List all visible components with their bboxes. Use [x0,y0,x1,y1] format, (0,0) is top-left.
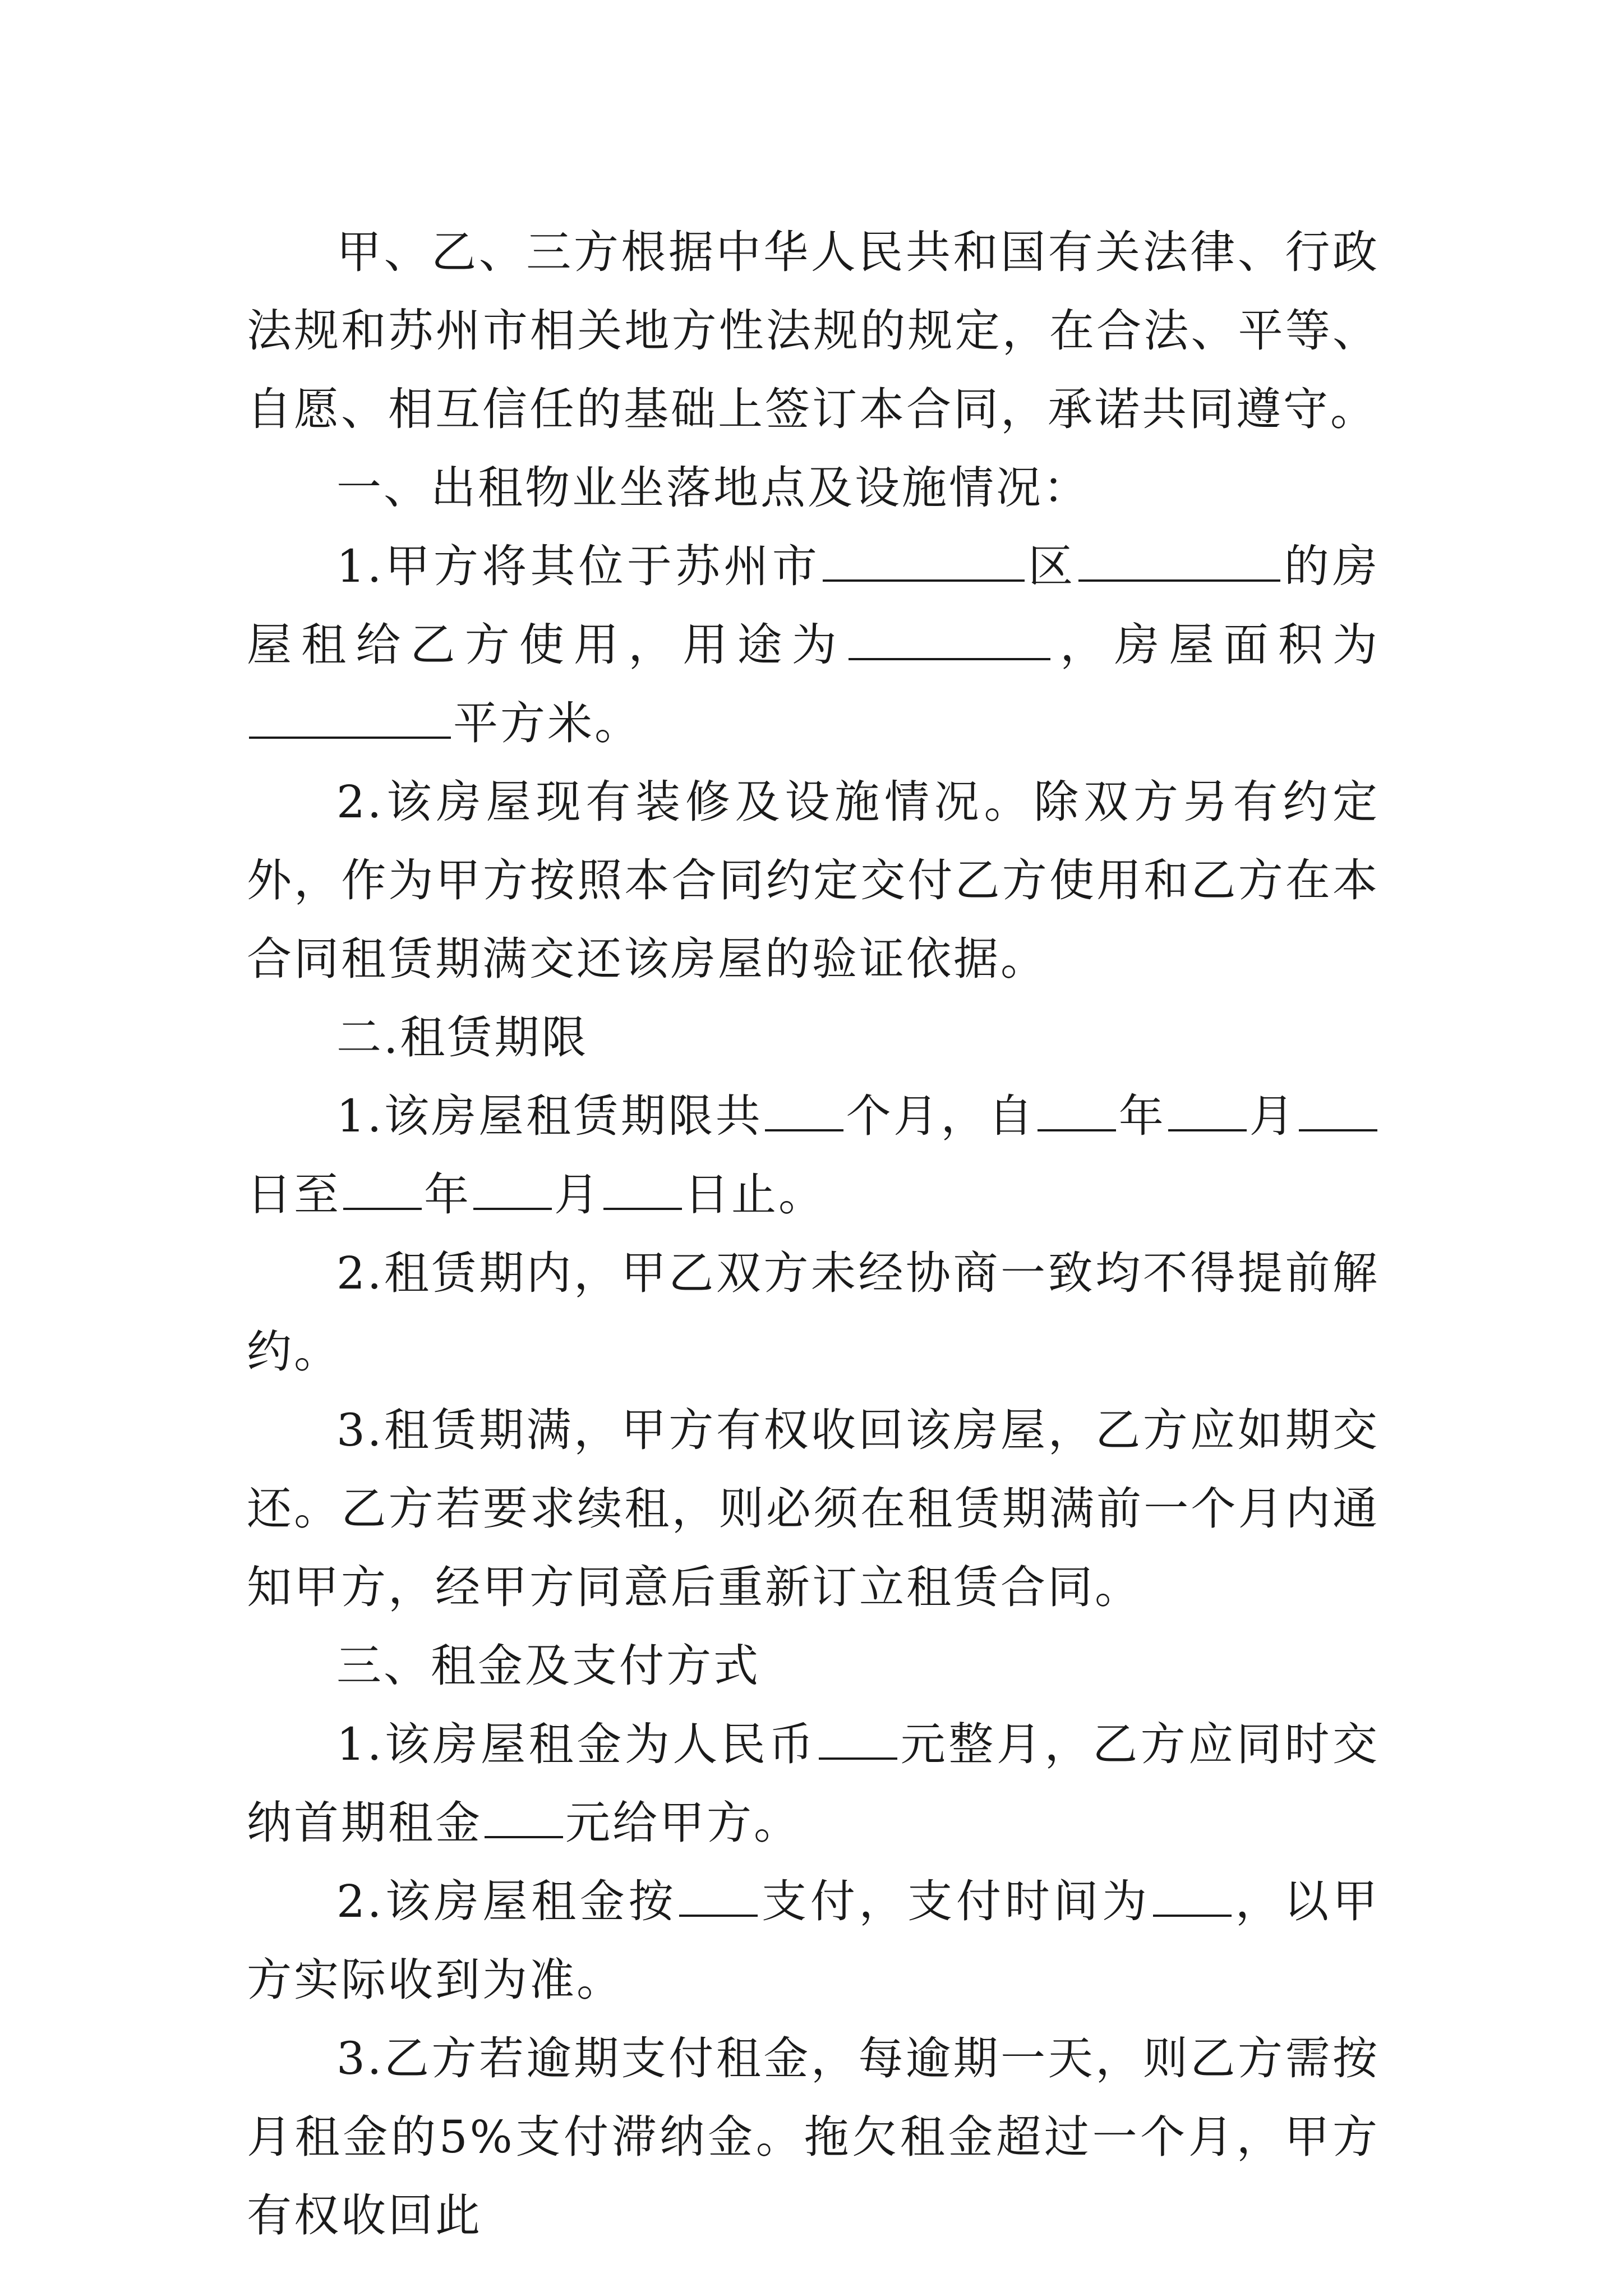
blank-start-year[interactable] [1038,1096,1116,1131]
section-2-item-2: 2.租赁期内，甲乙双方未经协商一致均不得提前解约。 [247,1247,1380,1378]
text-fragment: 区 [1026,540,1077,592]
blank-rent-amount[interactable] [819,1724,897,1760]
intro-paragraph: 甲、乙、三方根据中华人民共和国有关法律、行政法规和苏州市相关地方性法规的规定，在合法、平等、自愿、相互信任的基础上签订本合同，承诺共同遵守。 [247,226,1380,435]
text-fragment: 1.甲方将其位于苏州市 [336,540,820,592]
section-3-heading: 三、租金及支付方式 [336,1640,760,1692]
blank-first-rent[interactable] [485,1802,563,1838]
blank-payment-method[interactable] [679,1881,758,1917]
section-3-item-3: 3.乙方若逾期支付租金，每逾期一天，则乙方需按月租金的5%支付滞纳金。拖欠租金超过一个月，甲方有权收回此 [247,2032,1380,2242]
blank-address[interactable] [1078,546,1280,582]
blank-payment-time[interactable] [1153,1881,1232,1917]
blank-area[interactable] [249,703,451,739]
text-fragment: 支付，支付时间为 [760,1875,1151,1927]
section-2-heading: 二.租赁期限 [336,1011,589,1064]
contract-document [247,213,1380,2255]
blank-end-year[interactable] [343,1174,422,1210]
section-1-heading: 一、出租物业坐落地点及设施情况： [336,462,1090,514]
text-fragment: 1.该房屋租金为人民币 [336,1718,817,1770]
text-fragment: 日止。 [684,1168,826,1221]
text-fragment: 日至 [247,1168,341,1221]
blank-months[interactable] [765,1096,843,1131]
text-fragment: 年 [424,1168,471,1221]
blank-start-month[interactable] [1168,1096,1247,1131]
blank-start-day[interactable] [1299,1096,1377,1131]
section-1-item-2: 2.该房屋现有装修及设施情况。除双方另有约定外，作为甲方按照本合同约定交付乙方使用和乙方在本合同租赁期满交还该房屋的验证依据。 [247,776,1380,985]
text-fragment: 月 [1249,1090,1297,1142]
text-fragment: ，房屋面积为 [1052,619,1380,671]
text-fragment: ，以甲方实际收到为准。 [247,1875,1380,2006]
section-1-item-1 [247,527,1380,763]
text-fragment: 个月，自 [846,1090,1036,1142]
section-3-item-2 [247,1862,1380,2019]
text-fragment: 元给甲方。 [565,1797,801,1849]
text-fragment: 平方米。 [453,697,642,749]
text-fragment: 月 [554,1168,601,1221]
section-2-item-1 [247,1077,1380,1234]
blank-end-day[interactable] [603,1174,682,1210]
text-fragment: 元整月，乙方应同时交纳首期租金 [247,1718,1380,1849]
section-2-item-3: 3.租赁期满，甲方有权收回该房屋，乙方应如期交还。乙方若要求续租，则必须在租赁期满前一个月内通知甲方，经甲方同意后重新订立租赁合同。 [247,1404,1380,1613]
blank-end-month[interactable] [473,1174,552,1210]
blank-usage[interactable] [849,624,1050,660]
text-fragment: 1.该房屋租赁期限共 [336,1090,763,1142]
text-fragment: 2.该房屋租金按 [336,1875,677,1927]
section-3-item-1 [247,1705,1380,1862]
text-fragment: 的房屋租给乙方使用，用途为 [247,540,1380,671]
text-fragment: 年 [1118,1090,1166,1142]
blank-district[interactable] [823,546,1025,582]
